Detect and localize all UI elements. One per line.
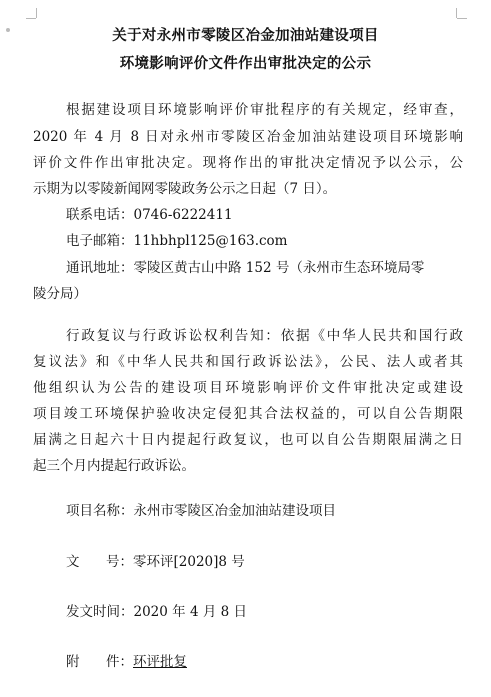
contact-phone (66, 207, 463, 224)
email-value: 11hbhpl125@163.com (133, 233, 288, 249)
attachment-row (66, 654, 463, 671)
paragraph-1-line-1: 根据建设项目环境影响评价审批程序的有关规定，经审查， (66, 102, 463, 118)
paragraph-1-line-4: 示期为以零陵新闻网零陵政务公示之日起（7 日）。 (33, 181, 337, 197)
address-label: 通讯地址： (66, 260, 134, 276)
phone-value: 0746-6222411 (133, 207, 233, 223)
crop-mark-line (457, 18, 467, 19)
attachment-label-a: 附 (66, 654, 80, 670)
contact-email (66, 233, 463, 250)
contact-address (66, 260, 463, 277)
paragraph-2-line-4: 项目竣工环境保护验收决定侵犯其合法权益的，可以自公告期限 (33, 406, 463, 422)
phone-label: 联系电话： (66, 207, 134, 223)
crop-mark-line (456, 8, 457, 18)
doc-number-label-b: 号： (106, 554, 133, 570)
paragraph-2-line-6: 起三个月内提起行政诉讼。 (33, 458, 195, 474)
title-line-2: 环境影响评价文件作出审批决定的公示 (119, 56, 372, 72)
document-number-row (66, 554, 463, 571)
title-line-1: 关于对永州市零陵区冶金加油站建设项目 (112, 28, 379, 44)
paragraph-2-line-5: 届满之日起六十日内提起行政复议，也可以自公告期限届满之日 (33, 432, 463, 448)
paragraph-1-line-2: 2020 年 4 月 8 日对永州市零陵区冶金加油站建设项目环境影响 (33, 129, 463, 145)
paragraph-1-line-3: 评价文件作出审批决定。现将作出的审批决定情况予以公示，公 (33, 155, 463, 171)
project-name-row (66, 503, 463, 520)
attachment-link[interactable]: 环评批复 (133, 654, 187, 670)
crop-mark-line (36, 8, 37, 18)
project-name-value: 永州市零陵区冶金加油站建设项目 (133, 503, 336, 519)
issue-date-row (66, 604, 463, 621)
doc-number-value: 零环评[2020]8 号 (133, 554, 245, 570)
paragraph-2-line-1: 行政复议与行政诉讼权利告知：依据《中华人民共和国行政 (66, 328, 463, 344)
issue-date-value: 2020 年 4 月 8 日 (133, 604, 247, 620)
issue-date-label: 发文时间： (66, 604, 134, 620)
paragraph-2-line-3: 他组织认为公告的建设项目环境影响评价文件审批决定或建设 (33, 380, 463, 396)
address-value-line-2: 陵分局） (33, 286, 87, 302)
address-value-line-1: 零陵区黄古山中路 152 号（永州市生态环境局零 (133, 260, 425, 276)
email-label: 电子邮箱： (66, 233, 134, 249)
doc-number-label-a: 文 (66, 554, 80, 570)
attachment-label-b: 件： (106, 654, 133, 670)
crop-mark-line (26, 18, 36, 19)
paragraph-2-line-2: 复议法》和《中华人民共和国行政诉讼法》，公民、法人或者其 (33, 354, 463, 370)
project-name-label: 项目名称： (66, 503, 134, 519)
